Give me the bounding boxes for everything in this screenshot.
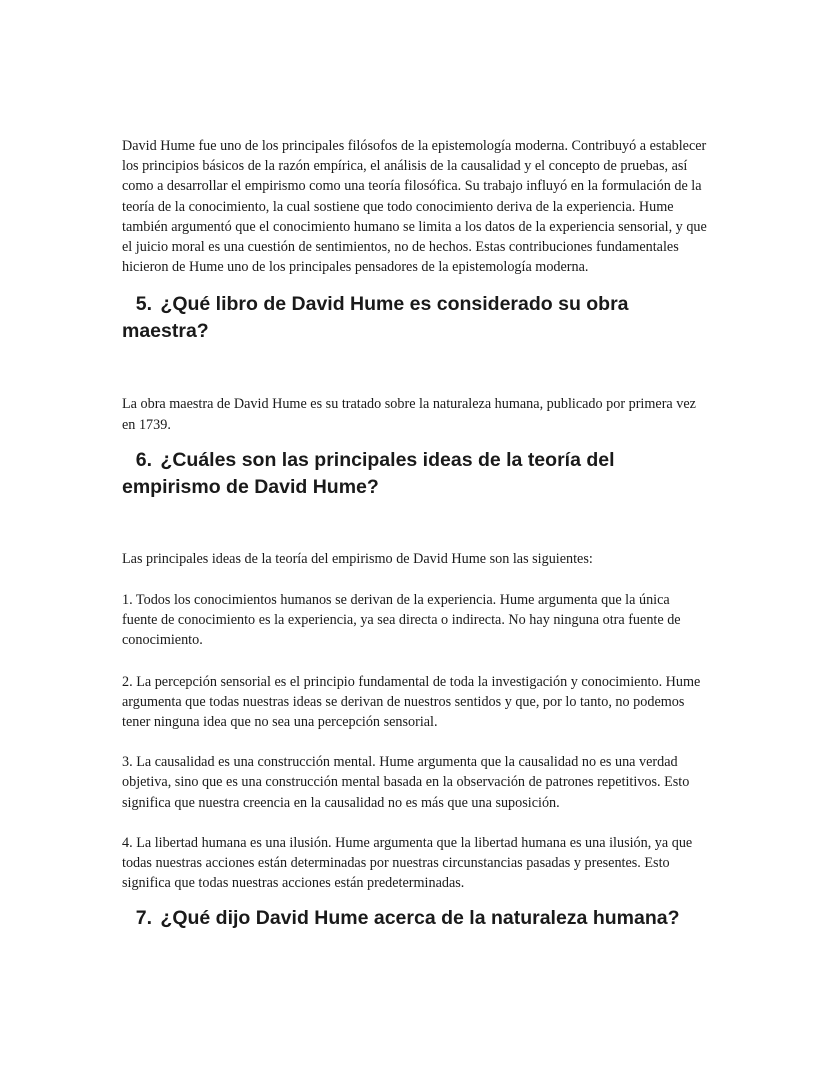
- question-7-heading: [122, 905, 707, 932]
- list-item: 3. La causalidad es una construcción mental. Hume argumenta que la causalidad no es una verdad objetiva, sino que es una construcción mental basada en la observación de patrones repetitivos. Esto significa que nuestra creencia en la causalidad no es más que una suposición.: [122, 754, 690, 811]
- intro-paragraph: David Hume fue uno de los principales filósofos de la epistemología moderna. Contribuyó a establecer los principios básicos de la razón empírica, el análisis de la causalidad y el concepto de pruebas, así como a desarrollar el empirismo como una teoría filosófica. Su trabajo influyó en la formulación de la teoría de la conocimiento, la cual sostiene que todo conocimiento deriva de la experiencia. Hume también argumentó que el conocimiento humano se limita a los datos de la experiencia sensorial, y que el juicio moral es una cuestión de sentimientos, no de hechos. Estas contribuciones fundamentales hicieron de Hume uno de los principales pensadores de la epistemología moderna.: [122, 138, 707, 276]
- list-item: 2. La percepción sensorial es el principio fundamental de toda la investigación y conocimiento. Hume argumenta que todas nuestras ideas se derivan de nuestros sentidos y que, por lo tanto, no podemos tener ninguna idea que no sea una percepción sensorial.: [122, 673, 701, 731]
- list-item: 4. La libertad humana es una ilusión. Hume argumenta que la libertad humana es una ilusión, ya que todas nuestras acciones están determinadas por nuestras circunstancias pasadas y presentes. Esto significa que todas nuestras acciones están predeterminadas.: [122, 834, 693, 892]
- question-7-number: 7.: [135, 907, 152, 930]
- question-5-number: 5.: [135, 293, 152, 316]
- list-item: 1. Todos los conocimientos humanos se derivan de la experiencia. Hume argumenta que la única fuente de conocimiento es la experiencia, ya sea directa o indirecta. No hay ninguna otra fuente de conocimiento.: [122, 592, 681, 649]
- question-6-lead-paragraph: Las principales ideas de la teoría del empirismo de David Hume son las siguientes:: [122, 550, 593, 567]
- question-7-text: ¿Qué dijo David Hume acerca de la naturaleza humana?: [160, 907, 680, 930]
- document-page: [122, 136, 707, 932]
- question-6-number: 6.: [135, 448, 152, 471]
- question-6-heading: [122, 447, 707, 501]
- question-5-text: ¿Qué libro de David Hume es considerado su obra maestra?: [122, 293, 629, 343]
- question-6-text: ¿Cuáles son las principales ideas de la teoría del empirismo de David Hume?: [122, 448, 615, 498]
- question-5-heading: [122, 291, 707, 345]
- question-5-answer: La obra maestra de David Hume es su tratado sobre la naturaleza humana, publicado por primera vez en 1739.: [122, 396, 696, 433]
